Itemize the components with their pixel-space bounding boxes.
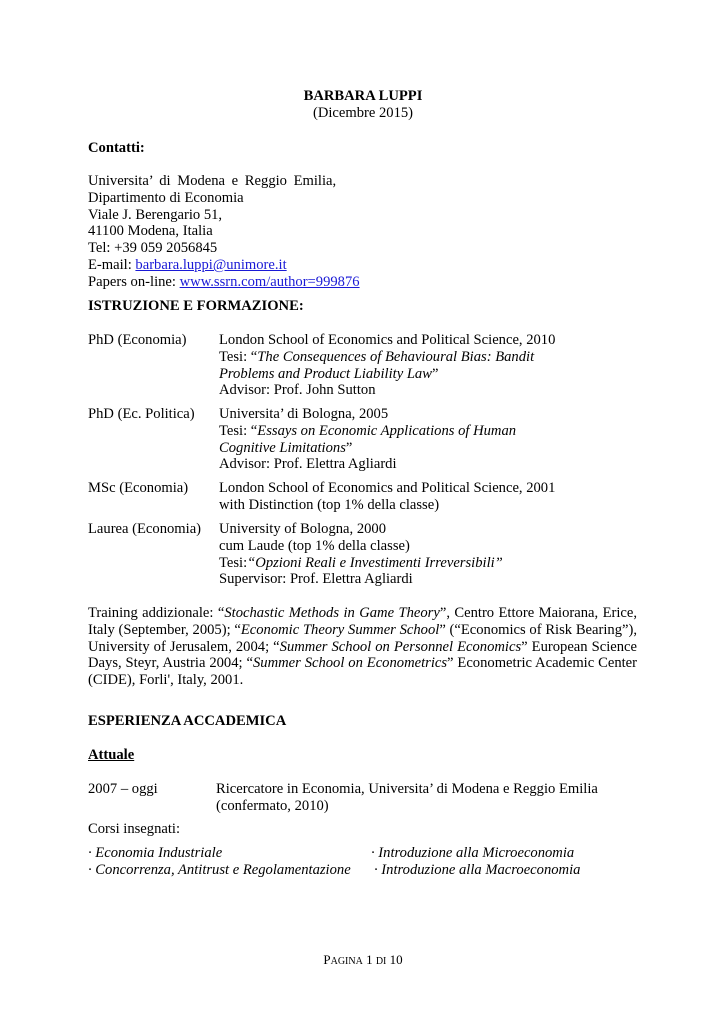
training-text: Training addizionale: “ [88, 605, 225, 621]
training-row [88, 622, 637, 639]
thesis-title: The Consequences of Behavioural Bias: Bandit [257, 348, 535, 365]
role: Ricercatore in Economia, Universita’ di Modena e Reggio Emilia [216, 781, 598, 797]
papers-line [88, 274, 360, 291]
thesis-line [219, 349, 639, 366]
thesis-line [219, 555, 639, 572]
footer-text: AGINA [330, 956, 363, 967]
email-line [88, 257, 360, 274]
thesis-line [219, 423, 639, 440]
institution: University of Bologna, 2000 [219, 521, 387, 537]
contact-line: Dipartimento di Economia [88, 189, 244, 206]
thesis-suffix: ” [345, 439, 353, 456]
training-row: (CIDE), Forli', Italy, 2001. [88, 672, 244, 689]
footer-page-total: 10 [386, 952, 403, 967]
footer-text: DI [375, 956, 387, 967]
courses-heading: Corsi insegnati: [88, 821, 181, 837]
contacts-heading: Contatti: [88, 140, 145, 156]
degree-label: PhD (Economia) [88, 332, 187, 348]
contact-line: Universita’ di Modena e Reggio Emilia, [88, 173, 337, 189]
role-note: (confermato, 2010) [216, 797, 329, 814]
training-title: Economic Theory Summer School [240, 621, 440, 638]
papers-link[interactable]: www.ssrn.com/author=999876 [179, 273, 360, 290]
degree-label: PhD (Ec. Politica) [88, 406, 195, 422]
course-item: · Introduzione alla Macroeconomia [374, 862, 581, 878]
training-text: ” (“Economics of Risk Bearing”), [439, 621, 638, 638]
contact-line: Viale J. Berengario 51, [88, 206, 223, 223]
thesis-prefix: Tesi: “ [219, 422, 258, 439]
training-row [88, 605, 637, 622]
thesis-title: Problems and Product Liability Law [219, 365, 432, 382]
distinction: with Distinction (top 1% della classe) [219, 496, 440, 513]
author-name: BARBARA LUPPI [303, 88, 423, 104]
thesis-prefix: Tesi: [219, 554, 248, 571]
training-text: ”, Centro Ettore Maiorana, Erice, [439, 605, 638, 621]
page-footer [88, 952, 638, 971]
education-heading: ISTRUZIONE E FORMAZIONE: [88, 298, 304, 314]
email-link[interactable]: barbara.luppi@unimore.it [135, 256, 287, 273]
course-item: · Introduzione alla Microeconomia [371, 845, 575, 861]
institution: London School of Economics and Political Science, 2001 [219, 480, 556, 496]
training-text: University of Jerusalem, 2004; “ [88, 638, 280, 655]
training-title: Summer School on Econometrics [252, 655, 448, 672]
thesis-line [219, 440, 639, 457]
email-label: E-mail: [88, 256, 136, 273]
institution: Universita’ di Bologna, 2005 [219, 406, 389, 422]
advisor: Supervisor: Prof. Elettra Agliardi [219, 571, 413, 588]
experience-heading: ESPERIENZA ACCADEMICA [88, 713, 287, 729]
distinction: cum Laude (top 1% della classe) [219, 537, 410, 554]
document-date: (Dicembre 2015) [312, 105, 414, 121]
thesis-suffix: ” [431, 365, 439, 382]
current-subheading: Attuale [88, 747, 135, 763]
contact-line: 41100 Modena, Italia [88, 223, 213, 240]
thesis-title: Cognitive Limitations [219, 439, 346, 456]
training-text: ” European Science [521, 638, 637, 655]
training-paragraph [88, 605, 637, 689]
degree-label: Laurea (Economia) [88, 521, 202, 537]
thesis-prefix: Tesi: “ [219, 348, 258, 365]
training-title: Summer School on Personnel Economics [279, 638, 522, 655]
footer-text: P [323, 952, 331, 967]
training-text: Italy (September, 2005); “ [88, 621, 241, 638]
institution: London School of Economics and Political Science, 2010 [219, 332, 556, 348]
contacts-block [88, 173, 360, 291]
training-row [88, 639, 637, 656]
cv-page [88, 0, 648, 1024]
course-item: · Concorrenza, Antitrust e Regolamentazione [88, 862, 351, 878]
degree-label: MSc (Economia) [88, 480, 189, 496]
training-text: Days, Steyr, Austria 2004; “ [88, 655, 253, 672]
training-text: ” Econometric Academic Center [447, 655, 638, 672]
course-item: · Economia Industriale [88, 845, 223, 861]
training-row [88, 655, 637, 672]
training-title: Stochastic Methods in Game Theory [224, 605, 440, 621]
advisor: Advisor: Prof. John Sutton [219, 382, 376, 399]
period: 2007 – oggi [88, 781, 158, 797]
contact-line: Tel: +39 059 2056845 [88, 240, 218, 257]
thesis-line [219, 366, 639, 383]
advisor: Advisor: Prof. Elettra Agliardi [219, 456, 397, 473]
thesis-title: Essays on Economic Applications of Human [257, 422, 517, 439]
thesis-title: “Opzioni Reali e Investimenti Irreversibili” [247, 554, 503, 571]
papers-label: Papers on-line: [88, 273, 180, 290]
footer-page-number: 1 [362, 952, 376, 967]
